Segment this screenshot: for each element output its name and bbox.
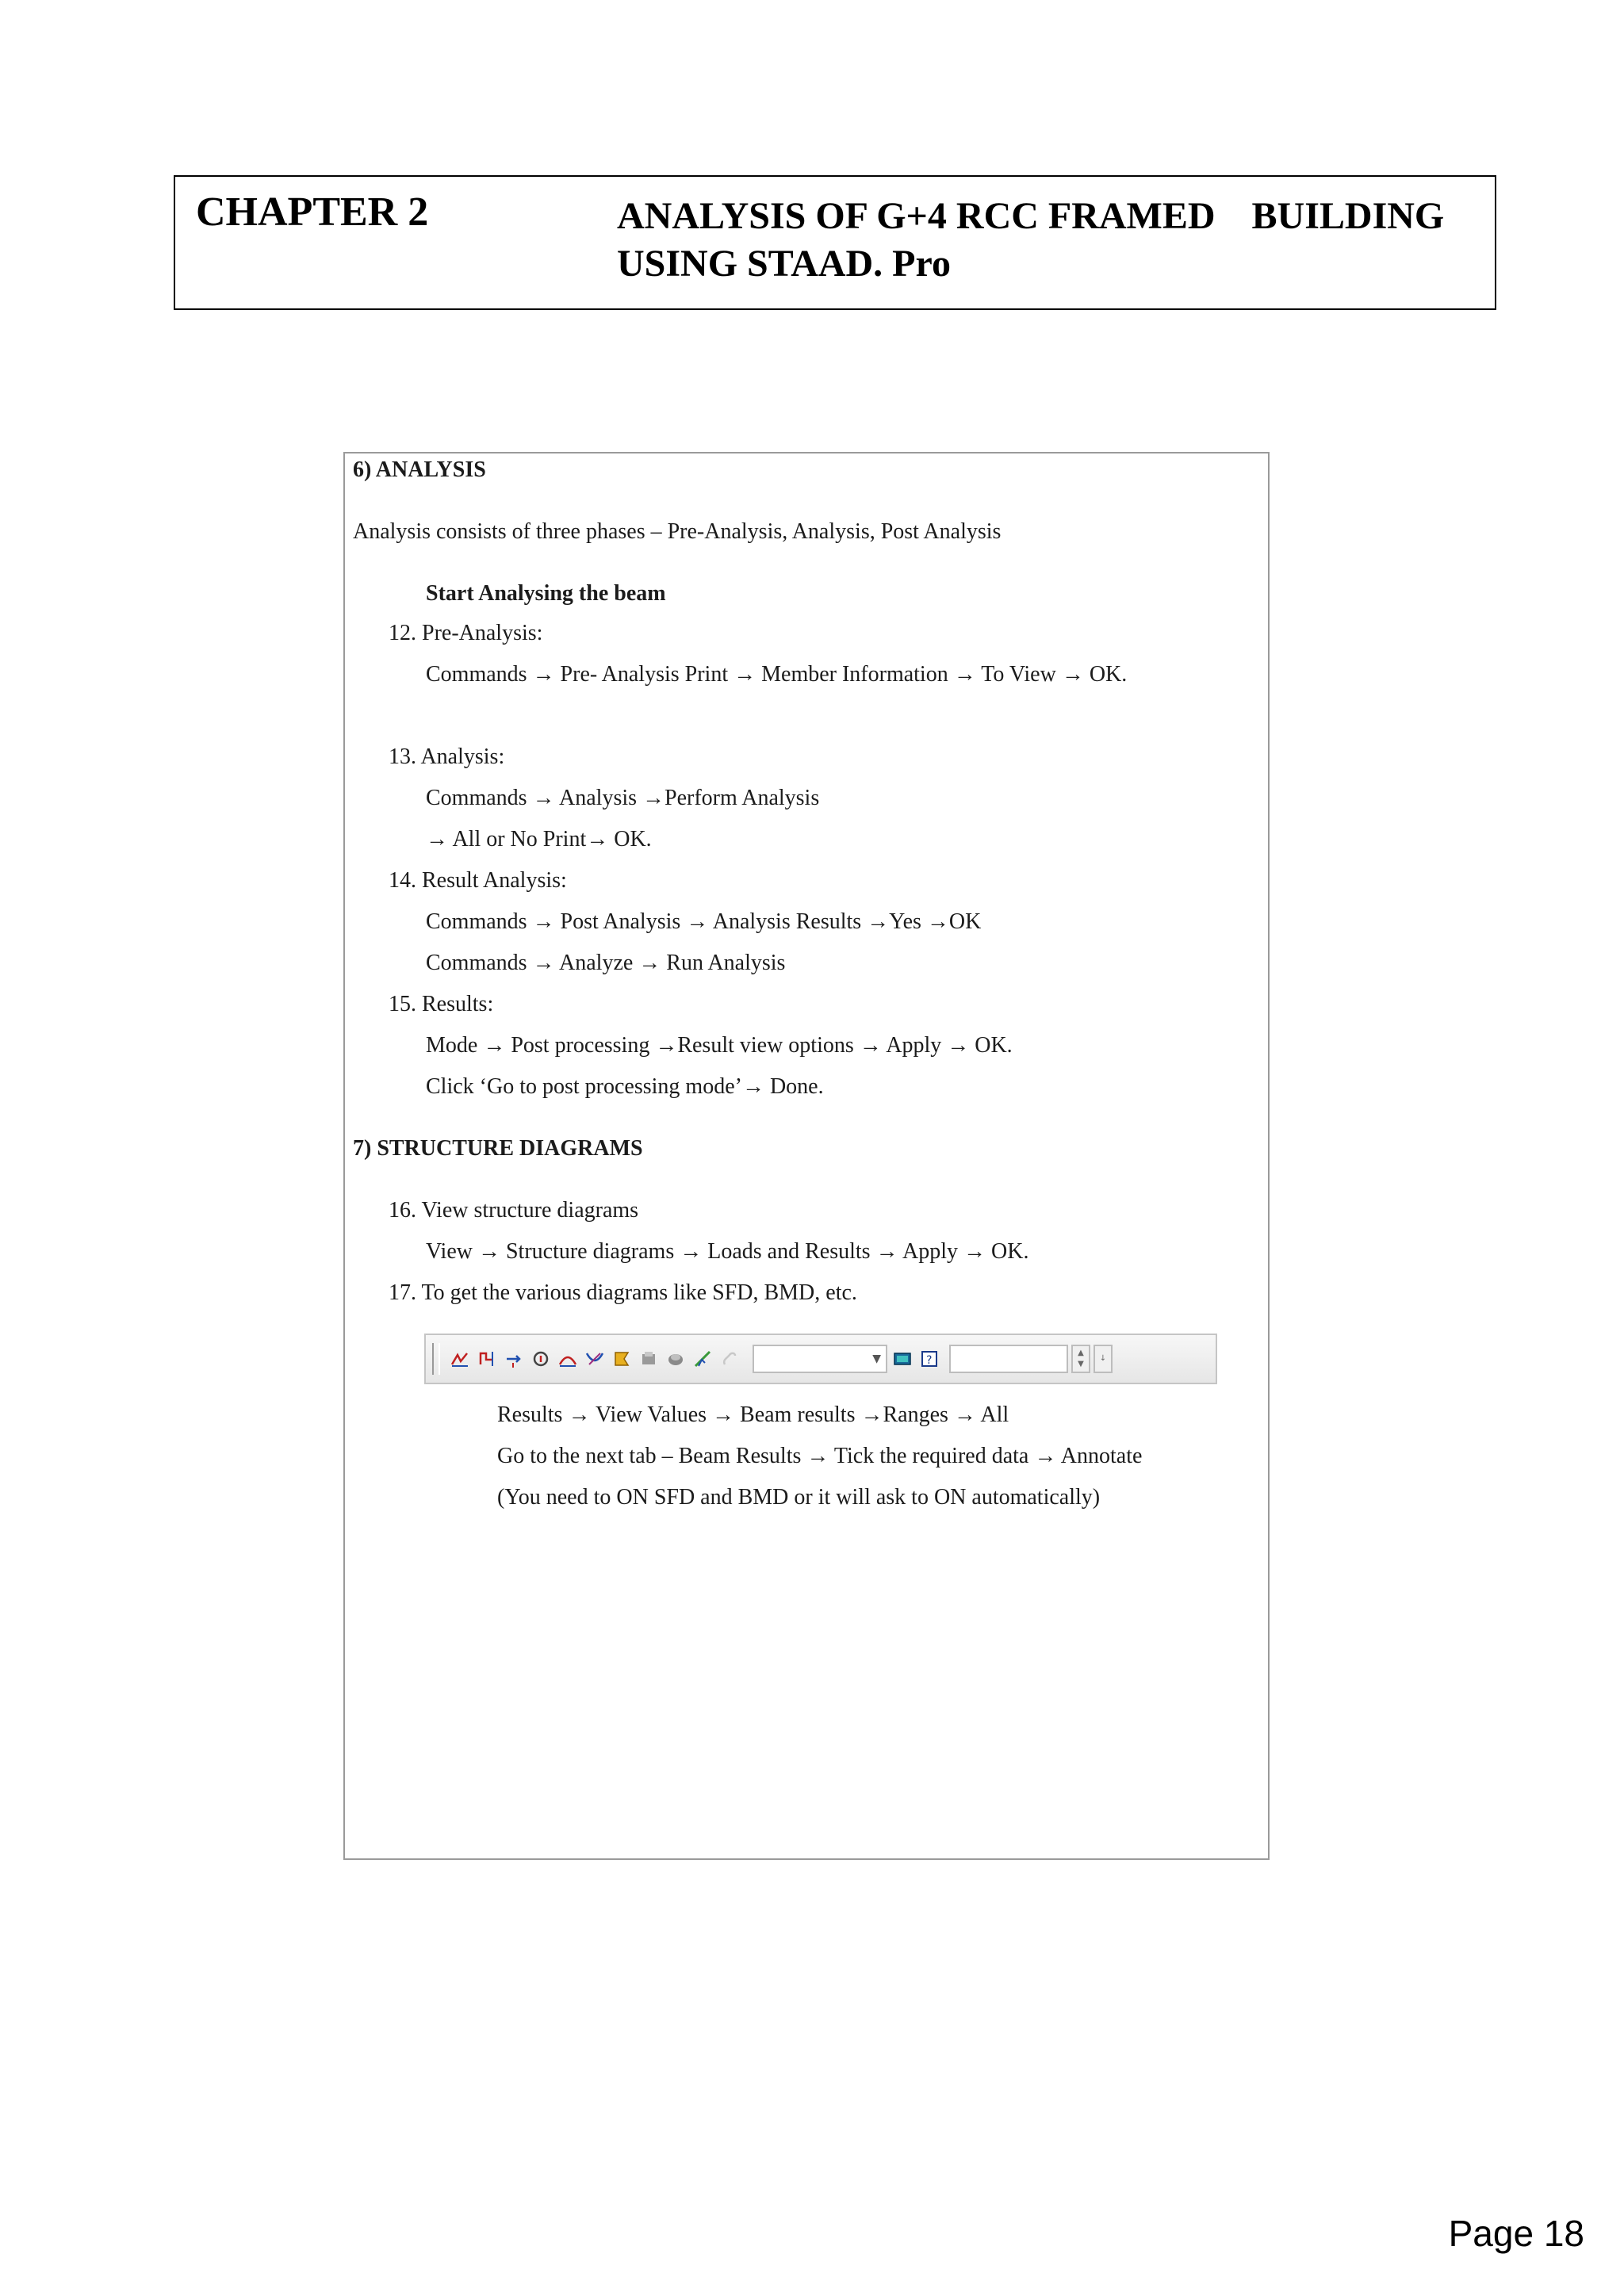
step-12-title: 12. Pre-Analysis: bbox=[389, 621, 543, 645]
step-13-title: 13. Analysis: bbox=[389, 744, 505, 769]
scale-icon[interactable] bbox=[718, 1345, 741, 1373]
chapter-title bbox=[617, 193, 1481, 288]
spin-arrows-icon[interactable]: ▲ ▼ bbox=[1071, 1345, 1090, 1373]
help-icon[interactable] bbox=[917, 1345, 941, 1373]
intro-text: Analysis consists of three phases – Pre-Analysis, Analysis, Post Analysis bbox=[353, 519, 1002, 544]
section-icon[interactable] bbox=[664, 1345, 688, 1373]
chapter-title-part-b: BUILDING bbox=[1251, 195, 1445, 237]
chapter-title-line-1 bbox=[617, 193, 1481, 240]
axial-force-icon[interactable] bbox=[448, 1345, 472, 1373]
step-13-line-2: → All or No Print→ OK. bbox=[426, 827, 652, 851]
chevron-down-icon: ▼ bbox=[872, 1353, 881, 1365]
shear-y-icon[interactable] bbox=[475, 1345, 499, 1373]
scale-input[interactable] bbox=[949, 1345, 1068, 1373]
chapter-label: CHAPTER 2 bbox=[196, 189, 429, 235]
step-16-line-1: View → Structure diagrams → Loads and Results → Apply → OK. bbox=[426, 1239, 1029, 1264]
step-16-title: 16. View structure diagrams bbox=[389, 1198, 639, 1223]
stress-icon[interactable] bbox=[637, 1345, 661, 1373]
step-15-line-1: Mode → Post processing →Result view options → Apply → OK. bbox=[426, 1033, 1013, 1058]
step-15-title: 15. Results: bbox=[389, 992, 494, 1016]
step-13-line-1: Commands → Analysis →Perform Analysis bbox=[426, 786, 820, 810]
svg-text:?: ? bbox=[926, 1354, 933, 1367]
animate-icon[interactable] bbox=[610, 1345, 634, 1373]
shear-z-icon[interactable] bbox=[502, 1345, 526, 1373]
step-17-line-2: Go to the next tab – Beam Results → Tick the required data → Annotate bbox=[497, 1444, 1143, 1468]
step-14-title: 14. Result Analysis: bbox=[389, 868, 567, 893]
torsion-icon[interactable] bbox=[529, 1345, 553, 1373]
section-7-heading: 7) STRUCTURE DIAGRAMS bbox=[353, 1136, 643, 1161]
step-17-title: 17. To get the various diagrams like SFD, BMD, etc. bbox=[389, 1280, 857, 1305]
chapter-title-part-a: ANALYSIS OF G+4 RCC FRAMED bbox=[617, 195, 1216, 237]
step-17-line-3: (You need to ON SFD and BMD or it will ask to ON automatically) bbox=[497, 1485, 1101, 1510]
results-toolbar bbox=[424, 1334, 1217, 1384]
diagram-icon[interactable] bbox=[691, 1345, 714, 1373]
step-15-line-2: Click ‘Go to post processing mode’→ Done. bbox=[426, 1074, 824, 1099]
page-number: Page 18 bbox=[1448, 2213, 1584, 2254]
toolbar-grip[interactable] bbox=[432, 1343, 440, 1375]
step-17-line-1: Results → View Values → Beam results →Ranges → All bbox=[497, 1402, 1009, 1427]
chapter-header-box bbox=[174, 175, 1496, 310]
step-12-line-1: Commands → Pre- Analysis Print → Member Information → To View → OK. bbox=[426, 662, 1128, 687]
bending-y-icon[interactable] bbox=[556, 1345, 580, 1373]
load-case-select[interactable] bbox=[753, 1345, 887, 1373]
step-14-line-2: Commands → Analyze → Run Analysis bbox=[426, 951, 786, 975]
start-heading: Start Analysing the beam bbox=[426, 581, 666, 606]
download-icon[interactable]: ↓ bbox=[1094, 1345, 1113, 1373]
chapter-title-line-2: USING STAAD. Pro bbox=[617, 243, 951, 285]
step-14-line-1: Commands → Post Analysis → Analysis Results →Yes →OK bbox=[426, 909, 982, 934]
window-icon[interactable] bbox=[891, 1345, 914, 1373]
embedded-document-image bbox=[343, 452, 1270, 1860]
bending-z-icon[interactable] bbox=[583, 1345, 607, 1373]
section-6-heading: 6) ANALYSIS bbox=[353, 457, 486, 482]
